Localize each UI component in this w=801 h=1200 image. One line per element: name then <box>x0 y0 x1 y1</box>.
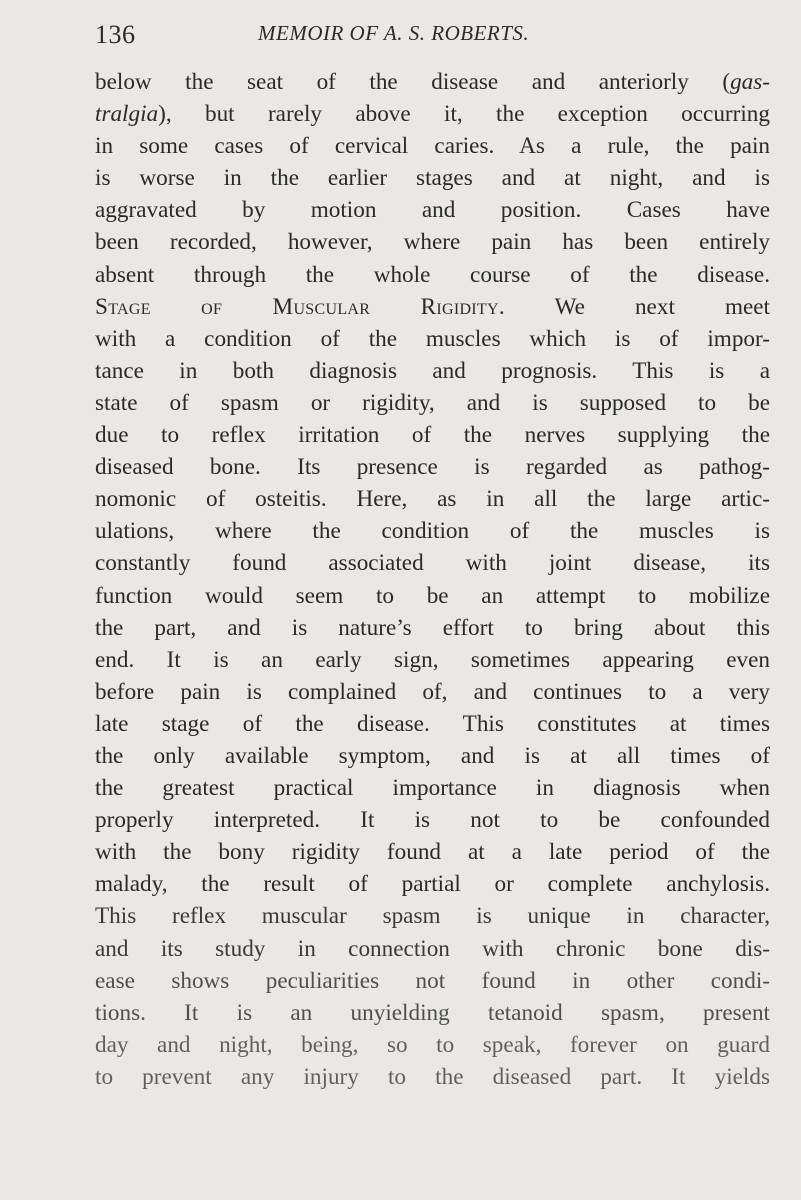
running-head <box>95 20 770 54</box>
text-line-30: tions. It is an unyielding tetanoid spasm, present <box>95 999 770 1026</box>
text-line-9: with a condition of the muscles which is of impor- <box>95 325 770 352</box>
text-line-7: absent through the whole course of the disease. <box>95 261 770 288</box>
text-line-25: with the bony rigidity found at a late period of the <box>95 839 770 866</box>
body-text <box>95 66 770 1093</box>
text-line-4: is worse in the earlier stages and at night, and is <box>95 165 770 192</box>
text-line-22: the only available symptom, and is at all times of <box>95 742 770 769</box>
text-line-11: state of spasm or rigidity, and is supposed to be <box>95 389 770 416</box>
text-line-26: malady, the result of partial or complete anchylosis. <box>95 871 770 898</box>
text-line-8: Stage of Muscular Rigidity. We next meet <box>95 293 771 320</box>
section-heading: Stage of Muscular Rigidity. <box>95 293 505 320</box>
text-line-21: late stage of the disease. This constitutes at times <box>95 710 770 737</box>
text-line-19: end. It is an early sign, sometimes appearing even <box>95 646 770 673</box>
text-line-15: ulations, where the condition of the muscles is <box>95 518 770 545</box>
text-line-3: in some cases of cervical caries. As a rule, the pain <box>95 133 770 160</box>
text-line-20: before pain is complained of, and continues to a very <box>95 678 770 705</box>
text-line-6: been recorded, however, where pain has been entirely <box>95 229 770 256</box>
text-line-14: nomonic of osteitis. Here, as in all the large artic- <box>95 486 770 513</box>
text-line-32: to prevent any injury to the diseased part. It yields <box>95 1063 770 1090</box>
text-line-23: the greatest practical importance in diagnosis when <box>95 775 770 802</box>
text-line-17: function would seem to be an attempt to mobilize <box>95 582 770 609</box>
text-line-2: tralgia), but rarely above it, the exception occurring <box>95 101 770 128</box>
text-line-28: and its study in connection with chronic bone dis- <box>95 935 770 962</box>
page-number: 136 <box>95 20 136 49</box>
text-line-31: day and night, being, so to speak, forever on guard <box>95 1031 770 1058</box>
text-line-16: constantly found associated with joint disease, its <box>95 550 770 577</box>
text-line-12: due to reflex irritation of the nerves supplying the <box>95 422 770 449</box>
text-line-13: diseased bone. Its presence is regarded as pathog- <box>95 454 770 481</box>
text-line-29: ease shows peculiarities not found in other condi- <box>95 967 770 994</box>
text-line-1: below the seat of the disease and anteriorly (gas- <box>95 69 770 95</box>
text-line-10: tance in both diagnosis and prognosis. This is a <box>95 357 770 384</box>
text-line-27: This reflex muscular spasm is unique in character, <box>95 903 770 930</box>
running-title: MEMOIR OF A. S. ROBERTS. <box>258 21 530 45</box>
text-line-24: properly interpreted. It is not to be confounded <box>95 807 770 834</box>
text-line-18: the part, and is nature’s effort to bring about this <box>95 614 770 641</box>
text-line-5: aggravated by motion and position. Cases have <box>95 197 770 224</box>
